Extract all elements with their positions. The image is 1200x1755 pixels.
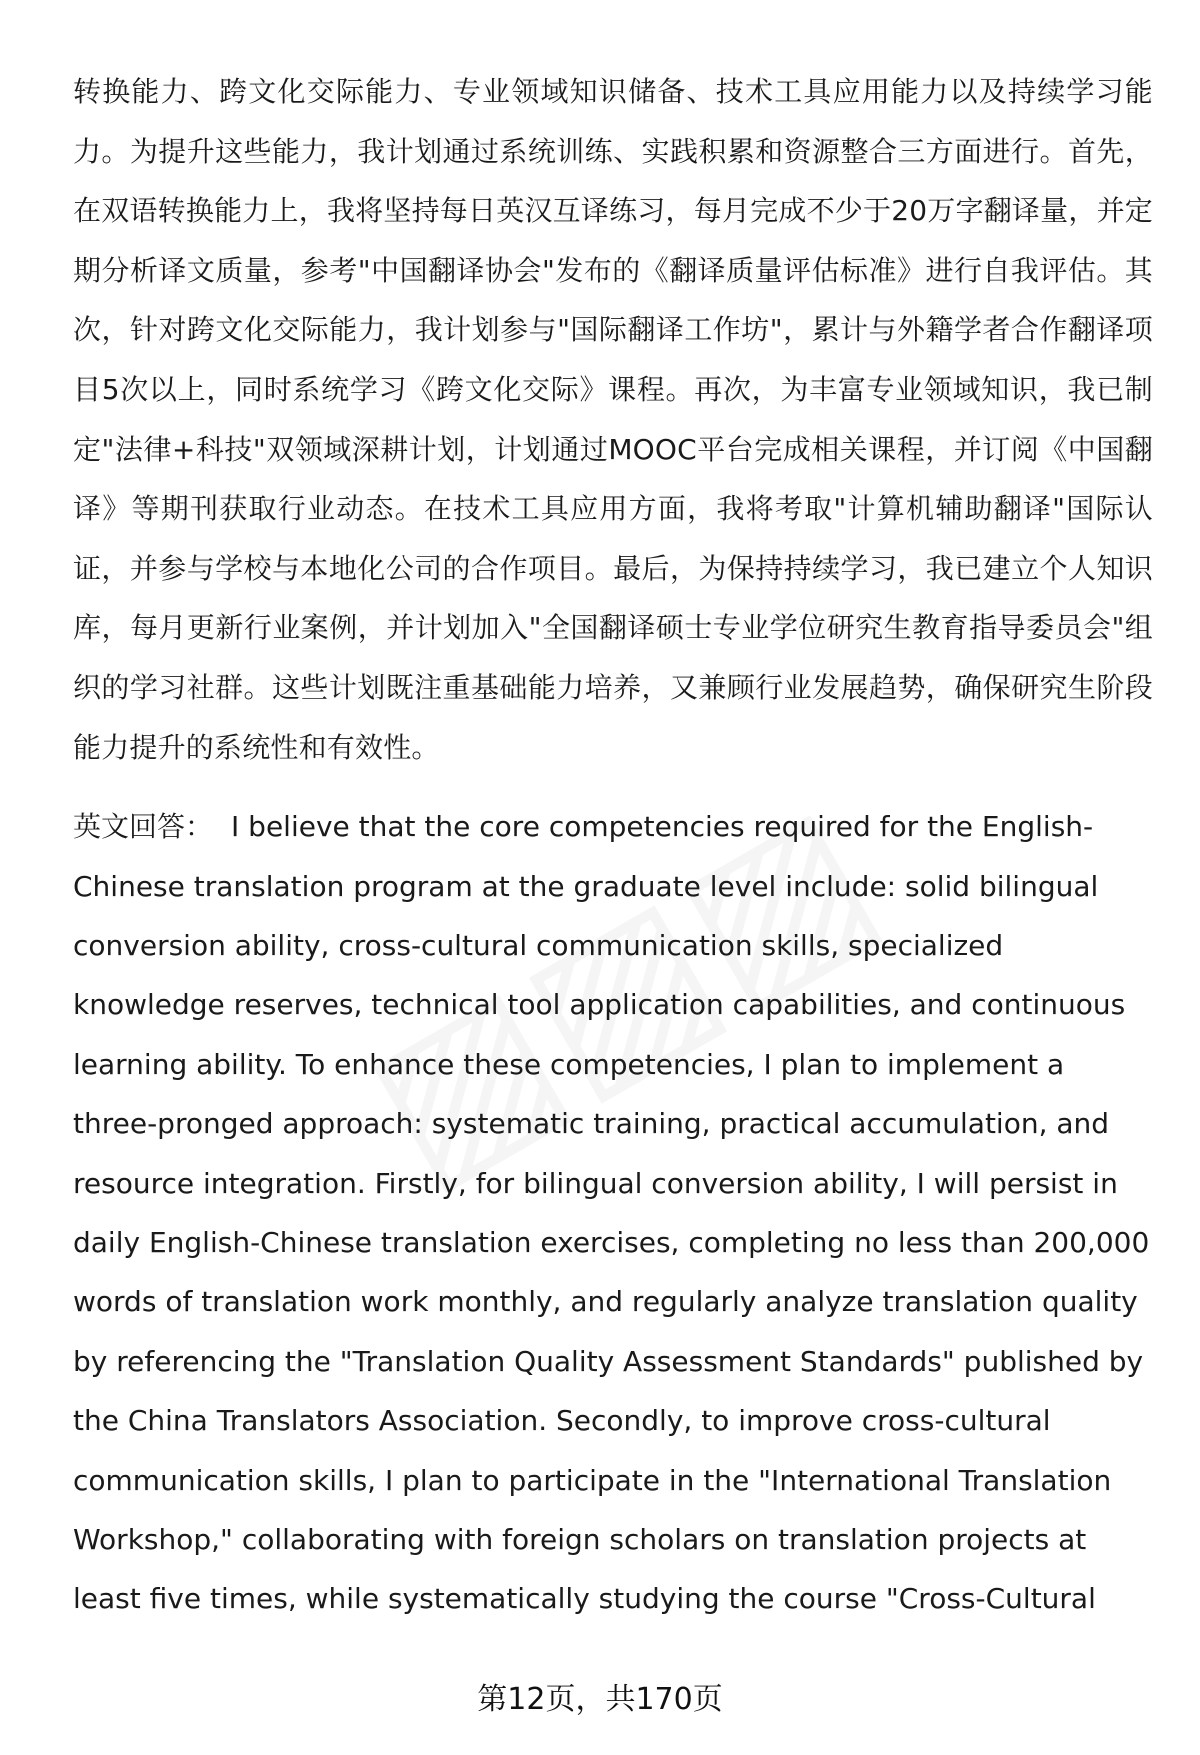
chinese-answer-paragraph: 转换能力、跨文化交际能力、专业领域知识储备、技术工具应用能力以及持续学习能力。为提升这些能力，我计划通过系统训练、实践积累和资源整合三方面进行。首先，在双语转换能力上，我将坚持每日英汉互译练习，每月完成不少于20万字翻译量，并定期分析译文质量，参考"中国翻译协会"发布的《翻译质量评估标准》进行自我评估。其次，针对跨文化交际能力，我计划参与"国际翻译工作坊"，累计与外籍学者合作翻译项目5次以上，同时系统学习《跨文化交际》课程。再次，为丰富专业领域知识，我已制定"法律+科技"双领域深耕计划，计划通过MOOC平台完成相关课程，并订阅《中国翻译》等期刊获取行业动态。在技术工具应用方面，我将考取"计算机辅助翻译"国际认证，并参与学校与本地化公司的合作项目。最后，为保持持续学习，我已建立个人知识库，每月更新行业案例，并计划加入"全国翻译硕士专业学位研究生教育指导委员会"组织的学习社群。这些计划既注重基础能力培养，又兼顾行业发展趋势，确保研究生阶段能力提升的系统性和有效性。 bbox=[73, 75, 1153, 764]
english-answer-paragraph bbox=[73, 797, 1153, 1629]
english-answer-text: I believe that the core competencies required for the English-Chinese translation program at the graduate level include: solid bilingual conversion ability, cross-cultural communication skills, specialized knowledge reserves, technical tool application capabilities, and continuous learning ability. To enhance these competencies, I plan to implement a three-pronged approach: systematic training, practical accumulation, and resource integration. Firstly, for bilingual conversion ability, I will persist in daily English-Chinese translation exercises, completing no less than 200,000 words of translation work monthly, and regularly analyze translation quality by referencing the "Translation Quality Assessment Standards" published by the China Translators Association. Secondly, to improve cross-cultural communication skills, I plan to participate in the "International Translation Workshop," collaborating with foreign scholars on translation projects at least five times, while systematically studying the course "Cross-Cultural bbox=[73, 810, 1150, 1616]
english-answer-label: 英文回答： bbox=[73, 810, 214, 844]
page-number-footer: 第12页，共170页 bbox=[477, 1682, 723, 1717]
page-content bbox=[73, 62, 1153, 1629]
